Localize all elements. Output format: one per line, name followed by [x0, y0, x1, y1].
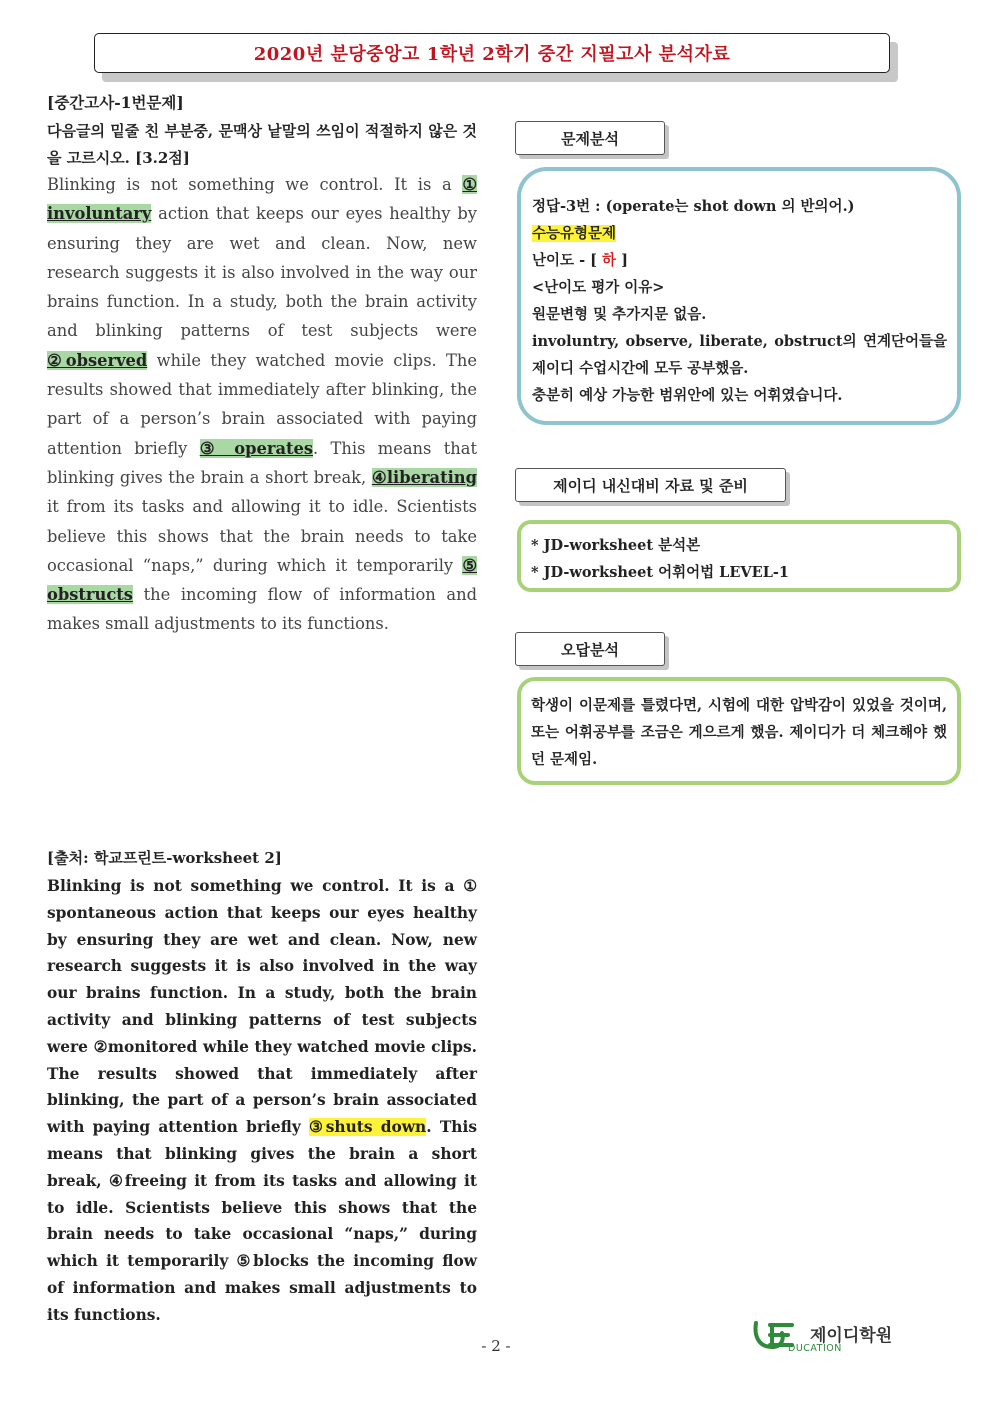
- passage-text: . This means that blinking gives the brain a short break,: [47, 438, 477, 487]
- marker-2: ②observed: [47, 350, 148, 370]
- passage-text: the incoming flow of information and makes small adjustments to its functions.: [47, 585, 477, 634]
- question-passage: [47, 170, 477, 639]
- answer-line: 정답-3번 : (operate는 shot down 의 반의어.): [532, 198, 855, 215]
- logo-name: 제이디학원: [810, 1326, 893, 1346]
- logo: [752, 1317, 922, 1357]
- type-line: [532, 220, 947, 247]
- logo-sub: DUCATION: [788, 1343, 842, 1354]
- type-highlight: 수능유형문제: [532, 225, 617, 242]
- source-text: . This means that blinking gives the brain a short break, ④freeing it from its tasks and allowing it to idle. Scientists believe this shows that the brain needs to take occasional “naps,” during which it temporarily ⑤blocks the incoming flow of information and makes small adjustments to its functions.: [47, 1118, 477, 1324]
- prep-label: 제이디 내신대비 자료 및 준비: [515, 468, 786, 502]
- passage-text: while they watched movie clips. The results showed that immediately after blinking, the part of a person’s brain associated with paying attention briefly: [47, 350, 477, 458]
- reason-title: <난이도 평가 이유>: [532, 279, 665, 296]
- marker-3: ③ operates: [199, 438, 314, 458]
- marker-5: ⑤ obstructs: [47, 555, 477, 605]
- analysis-label: 문제분석: [515, 121, 665, 155]
- marker-4: ④liberating: [371, 467, 477, 487]
- reason-line: 원문변형 및 추가지문 없음.: [532, 306, 707, 323]
- question-label: [중간고사-1번문제]: [47, 93, 184, 112]
- reason-line: 충분히 예상 가능한 범위안에 있는 어휘였습니다.: [532, 387, 843, 404]
- difficulty-line: 난이도 - [ 하 ]: [532, 252, 628, 269]
- source-marker-3: ③shuts down: [309, 1118, 427, 1137]
- question-instruction: 다음글의 밑줄 친 부분중, 문맥상 낱말의 쓰임이 적절하지 않은 것을 고르시오. [3.2점]: [47, 122, 477, 167]
- source-label: [출처: 학교프린트-worksheet 2]: [47, 849, 282, 867]
- error-label: 오답분석: [515, 632, 665, 666]
- source-text: Blinking is not something we control. It is a ① spontaneous action that keeps our eyes healthy by ensuring they are wet and clean. Now, new research suggests it is also involved in the way our brains function. In a study, both the brain activity and blinking patterns of test subjects were ②monitored while they watched movie clips. The results showed that immediately after blinking, the part of a person’s brain associated with paying attention briefly: [47, 877, 477, 1137]
- passage-text: action that keeps our eyes healthy by ensuring they are wet and clean. Now, new research suggests it is also involved in the way our brains function. In a study, both the brain activity and blinking patterns of test subjects were: [47, 204, 477, 341]
- page-title: 2020년 분당중앙고 1학년 2학기 중간 지필고사 분석자료: [94, 33, 890, 73]
- reason-line: involuntry, observe, liberate, obstruct의 연계단어들을 제이디 수업시간에 모두 공부했음.: [532, 333, 947, 377]
- passage-text: it from its tasks and allowing it to idle. Scientists believe this shows that the brain needs to take occasional “naps,” during which it temporarily: [47, 497, 477, 575]
- prep-item: * JD-worksheet 어휘어법 LEVEL-1: [531, 564, 790, 581]
- difficulty-value: 하: [602, 252, 617, 269]
- source-passage: [47, 873, 477, 1329]
- page-number: - 2 -: [481, 1337, 511, 1355]
- error-panel: [517, 677, 961, 785]
- title-banner: [94, 33, 890, 73]
- prep-panel: [517, 520, 961, 592]
- marker-1: ① involuntary: [47, 175, 477, 224]
- error-text: 학생이 이문제를 틀렸다면, 시험에 대한 압박감이 있었을 것이며, 또는 어휘공부를 조금은 게으르게 했음. 제이디가 더 체크해야 했던 문제임.: [531, 697, 947, 768]
- analysis-panel: [517, 167, 961, 425]
- prep-item: * JD-worksheet 분석본: [531, 537, 701, 554]
- passage-text: Blinking is not something we control. It is a: [47, 175, 463, 194]
